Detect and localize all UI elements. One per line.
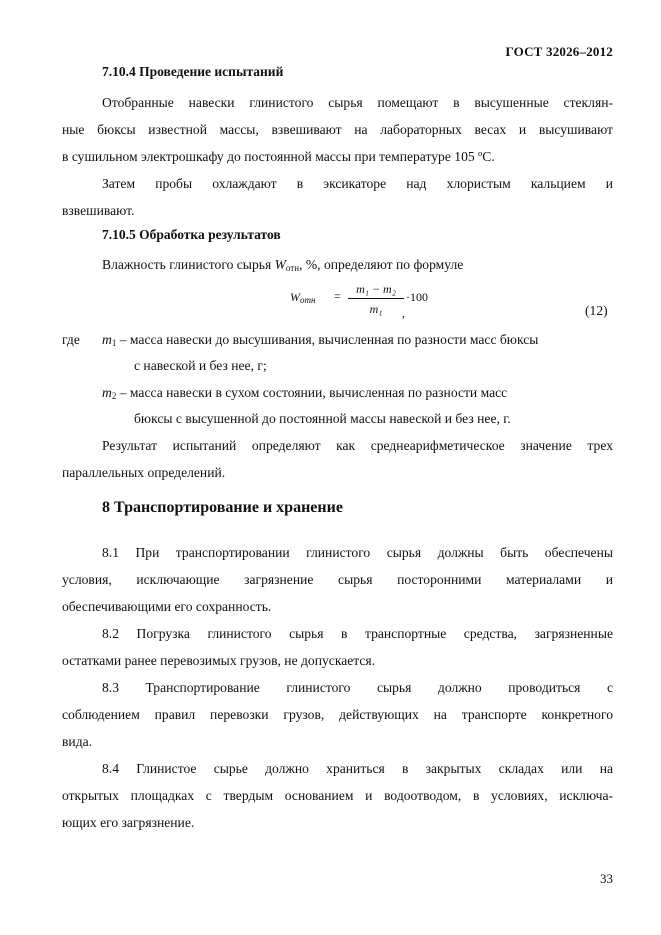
text-line: ющих его загрязнение. [62, 815, 195, 830]
definition-m2-cont: бюксы с высушенной до постоянной массы навеской и без нее, г. [134, 411, 511, 426]
standard-number: ГОСТ 32026–2012 [505, 44, 613, 59]
where-label: где [62, 332, 80, 347]
text-line: в сушильном электрошкафу до постоянной массы при температуре 105 ºС. [62, 149, 495, 164]
text-line: 8.4 Глинистое сырье должно храниться в закрытых складах или на [102, 761, 613, 776]
text-line: условия, исключающие загрязнение сырья посторонними материалами и [62, 572, 613, 587]
formula-12 [290, 282, 540, 322]
definition-m1 [102, 331, 538, 352]
definition-m2 [102, 384, 507, 405]
formula-lhs [290, 290, 315, 305]
var-m2: m [102, 385, 112, 400]
definition-m1-cont: с навеской и без нее, г; [134, 358, 267, 373]
text-line: Результат испытаний определяют как среднеарифметическое значение трех [102, 438, 613, 453]
fraction-bar [348, 298, 404, 299]
formula-comma: , [402, 306, 405, 320]
def-m1-text: – масса навески до высушивания, вычисленная по разности масс бюксы [116, 332, 539, 347]
formula-lhs-var: W [290, 290, 300, 304]
variable-w: W [274, 257, 286, 272]
text-line: вида. [62, 734, 93, 749]
formula-intro-text-end: , %, определяют по формуле [299, 257, 464, 272]
section-heading-7-10-5: 7.10.5 Обработка результатов [102, 227, 281, 242]
var-m2-sub: 2 [111, 391, 117, 401]
page-number: 33 [600, 871, 613, 886]
formula-factor: ·100 [406, 290, 428, 304]
text-line: открытых площадках с твердым основанием и водоотводом, в условиях, исключа- [62, 788, 613, 803]
formula-equals: = [334, 289, 341, 303]
text-line: Затем пробы охлаждают в эксикаторе над хлористым кальцием и [102, 176, 613, 191]
variable-subscript: отн [285, 263, 300, 273]
formula-intro-text: Влажность глинистого сырья [102, 257, 275, 272]
equation-number: (12) [585, 303, 608, 318]
section-heading-7-10-4: 7.10.4 Проведение испытаний [102, 64, 284, 79]
text-line: соблюдением правил перевозки грузов, действующих на транспорте конкретного [62, 707, 613, 722]
section-heading-8: 8 Транспортирование и хранение [102, 499, 343, 516]
formula-numerator: m₁ − m₂ [356, 282, 396, 296]
text-line: обеспечивающими его сохранность. [62, 599, 272, 614]
def-m2-text: – масса навески в сухом состоянии, вычисленная по разности масс [116, 385, 508, 400]
text-line: 8.1 При транспортировании глинистого сырья должны быть обеспечены [102, 545, 613, 560]
text-line: параллельных определений. [62, 465, 226, 480]
formula-denominator: m₁ [369, 302, 383, 316]
text-line: 8.3 Транспортирование глинистого сырья должно проводиться с [102, 680, 613, 695]
formula-lhs-sub: отн [300, 295, 316, 305]
text-line: Отобранные навески глинистого сырья помещают в высушенные стеклян- [102, 95, 613, 110]
formula-intro [102, 256, 463, 277]
text-line: остатками ранее перевозимых грузов, не допускается. [62, 653, 376, 668]
var-m1: m [102, 332, 112, 347]
text-line: ные бюксы известной массы, взвешивают на лабораторных весах и высушивают [62, 122, 613, 137]
var-m1-sub: 1 [111, 338, 117, 348]
text-line: взвешивают. [62, 203, 135, 218]
text-line: 8.2 Погрузка глинистого сырья в транспортные средства, загрязненные [102, 626, 613, 641]
